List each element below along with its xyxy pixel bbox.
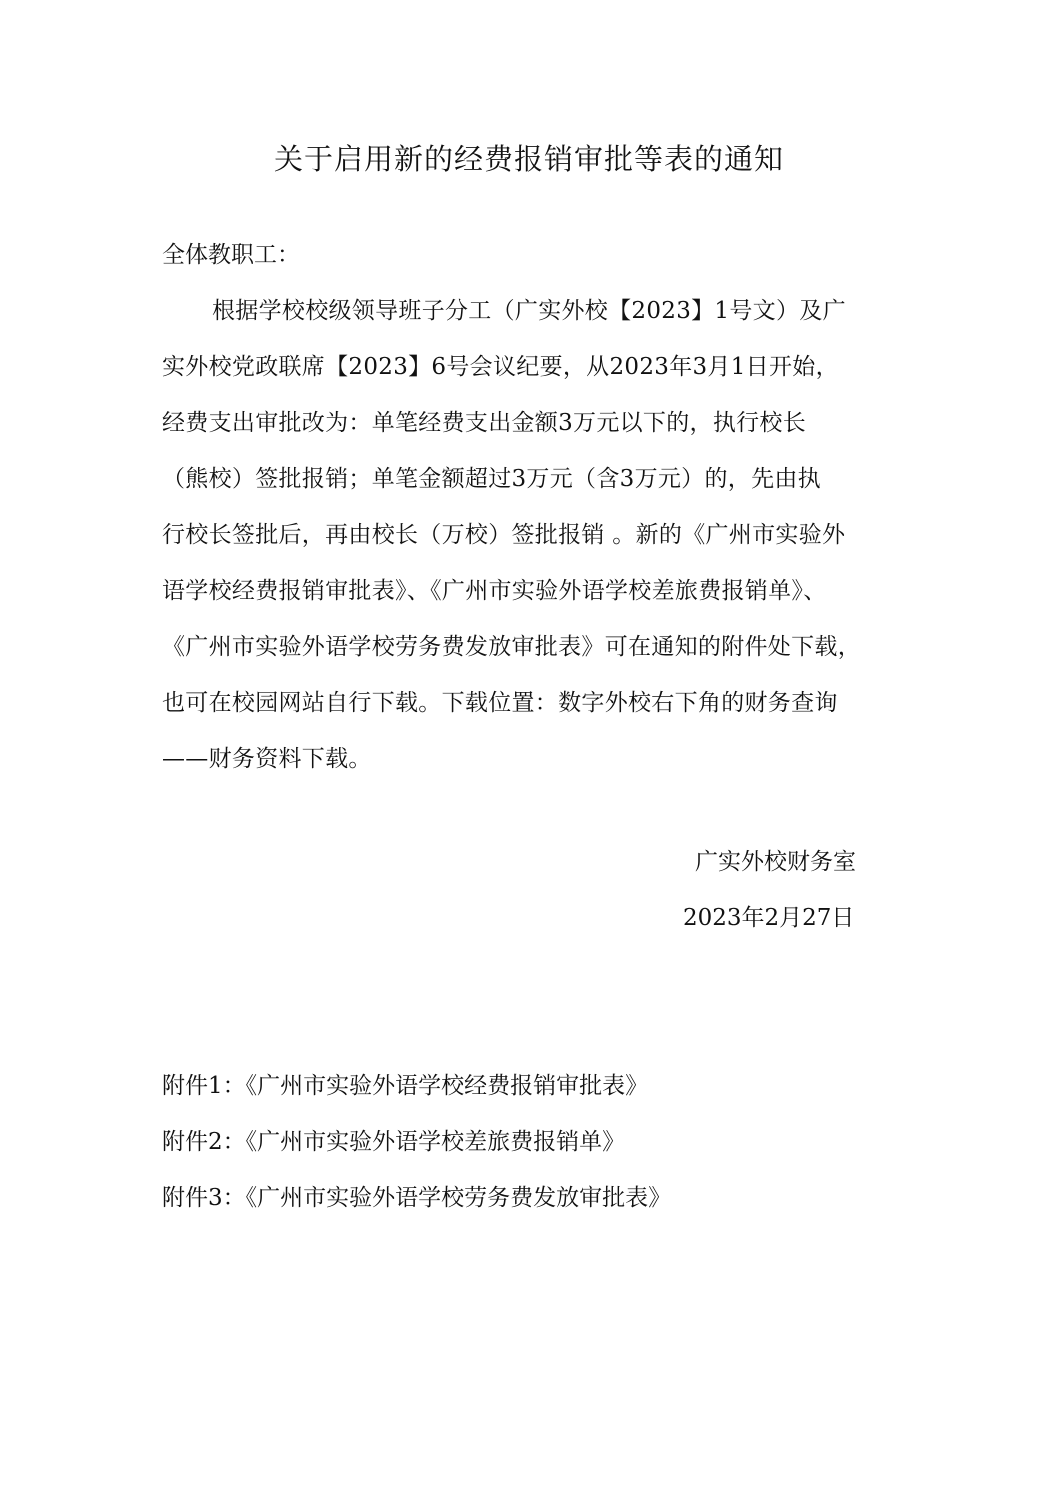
document-title: 关于启用新的经费报销审批等表的通知 [273, 142, 784, 176]
signature-date: 2023年2月27日 [683, 905, 855, 931]
body-line-8: 也可在校园网站自行下载。下载位置：数字外校右下角的财务查询 [162, 690, 838, 716]
body-line-5: 行校长签批后，再由校长（万校）签批报销 。新的《广州市实验外 [162, 522, 846, 548]
attachment-2: 附件2：《广州市实验外语学校差旅费报销单》 [162, 1129, 626, 1155]
body-line-7: 《广州市实验外语学校劳务费发放审批表》可在通知的附件处下载， [162, 634, 861, 660]
signature-organization: 广实外校财务室 [695, 849, 856, 875]
body-line-2: 实外校党政联席【2023】6号会议纪要，从2023年3月1日开始， [162, 354, 839, 380]
body-line-1: 根据学校校级领导班子分工（广实外校【2023】1号文）及广 [212, 298, 846, 324]
body-line-9: ——财务资料下载。 [162, 746, 372, 772]
attachment-3: 附件3：《广州市实验外语学校劳务费发放审批表》 [162, 1185, 672, 1211]
attachment-1: 附件1：《广州市实验外语学校经费报销审批表》 [162, 1073, 649, 1099]
body-line-6: 语学校经费报销审批表》、《广州市实验外语学校差旅费报销单》、 [162, 578, 827, 604]
body-line-3: 经费支出审批改为：单笔经费支出金额3万元以下的，执行校长 [162, 410, 807, 436]
body-line-4: （熊校）签批报销；单笔金额超过3万元（含3万元）的，先由执 [162, 466, 821, 492]
salutation: 全体教职工： [162, 242, 300, 268]
